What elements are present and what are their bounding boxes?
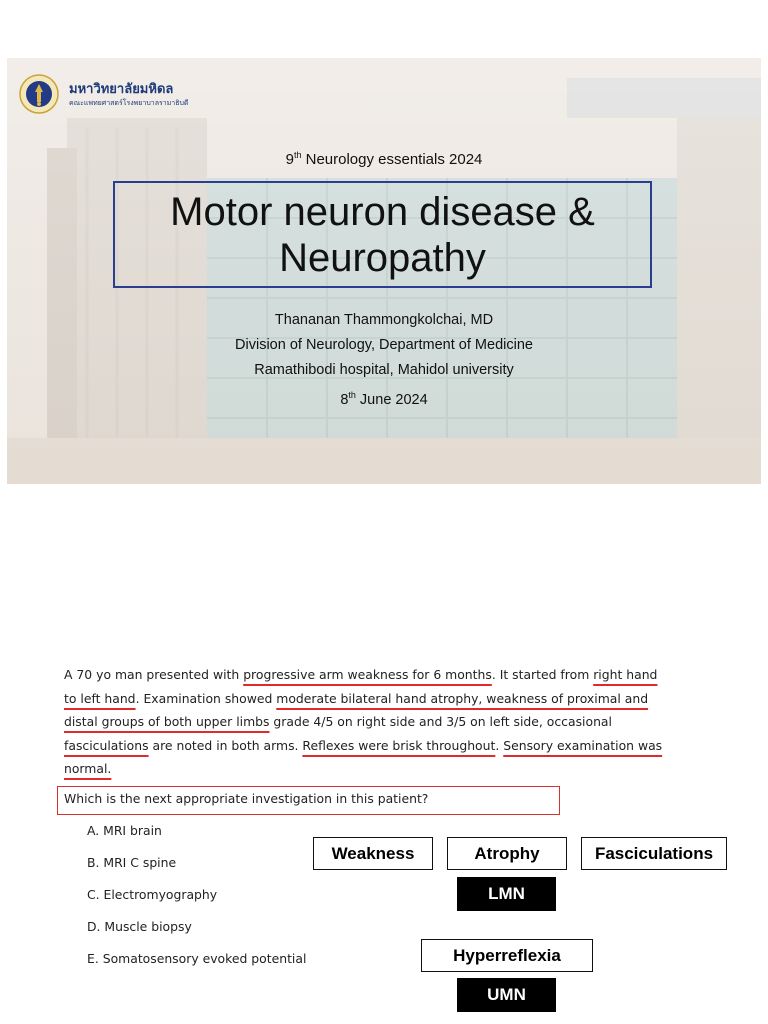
question-box: Which is the next appropriate investigation in this patient? bbox=[57, 786, 560, 815]
case-line-1: A 70 yo man presented with progressive arm weakness for 6 months. It started from right hand bbox=[64, 667, 658, 682]
highlight-sensory: Sensory examination was bbox=[503, 737, 663, 753]
highlight-atrophy: moderate bilateral hand atrophy, weakness of proximal and bbox=[276, 690, 649, 706]
title-line-1: Motor neuron disease & bbox=[170, 189, 595, 234]
option-a[interactable]: A. MRI brain bbox=[87, 823, 162, 838]
umn-badge: UMN bbox=[457, 978, 556, 1012]
option-e[interactable]: E. Somatosensory evoked potential bbox=[87, 951, 307, 966]
atrophy-tag: Atrophy bbox=[447, 837, 567, 870]
case-line-3: distal groups of both upper limbs grade 4/5 on right side and 3/5 on left side, occasional bbox=[64, 714, 612, 729]
university-name: มหาวิทยาลัยมหิดล bbox=[69, 82, 174, 97]
lmn-badge: LMN bbox=[457, 877, 556, 911]
case-line-4: fasciculations are noted in both arms. Reflexes were brisk throughout. Sensory examination was bbox=[64, 737, 663, 753]
author-block bbox=[7, 308, 761, 413]
option-d[interactable]: D. Muscle biopsy bbox=[87, 919, 192, 934]
author-name: Thananan Thammongkolchai, MD bbox=[274, 312, 494, 328]
case-description bbox=[64, 663, 714, 781]
case-line-2: to left hand. Examination showed moderate bilateral hand atrophy, weakness of proximal and bbox=[64, 690, 649, 706]
highlight-distal-groups: distal groups of both upper limbs bbox=[64, 714, 270, 729]
hyperreflexia-tag: Hyperreflexia bbox=[421, 939, 593, 972]
highlight-left-hand: to left hand bbox=[64, 690, 136, 706]
faculty-name: คณะแพทยศาสตร์โรงพยาบาลรามาธิบดี bbox=[69, 99, 189, 107]
course-title: 9th Neurology essentials 2024 bbox=[285, 150, 483, 168]
highlight-reflexes: Reflexes were brisk throughout bbox=[302, 737, 496, 753]
presentation-date: 8th June 2024 bbox=[340, 390, 428, 408]
option-c[interactable]: C. Electromyography bbox=[87, 887, 218, 902]
weakness-tag: Weakness bbox=[313, 837, 433, 870]
title-slide bbox=[7, 58, 761, 484]
highlight-fasciculations: fasciculations bbox=[64, 737, 149, 753]
mahidol-university-logo bbox=[19, 74, 59, 114]
presentation-title bbox=[113, 181, 652, 288]
author-division: Division of Neurology, Department of Medicine bbox=[235, 337, 533, 353]
answer-options bbox=[87, 821, 306, 981]
case-line-5 bbox=[64, 757, 714, 781]
author-hospital: Ramathibodi hospital, Mahidol university bbox=[254, 362, 514, 378]
option-b[interactable]: B. MRI C spine bbox=[87, 855, 177, 870]
title-line-2: Neuropathy bbox=[279, 235, 486, 280]
fasciculations-tag: Fasciculations bbox=[581, 837, 727, 870]
highlight-right-hand: right hand bbox=[593, 667, 658, 682]
highlight-normal: normal. bbox=[64, 761, 112, 776]
highlight-progressive-weakness: progressive arm weakness for 6 months bbox=[243, 667, 492, 682]
